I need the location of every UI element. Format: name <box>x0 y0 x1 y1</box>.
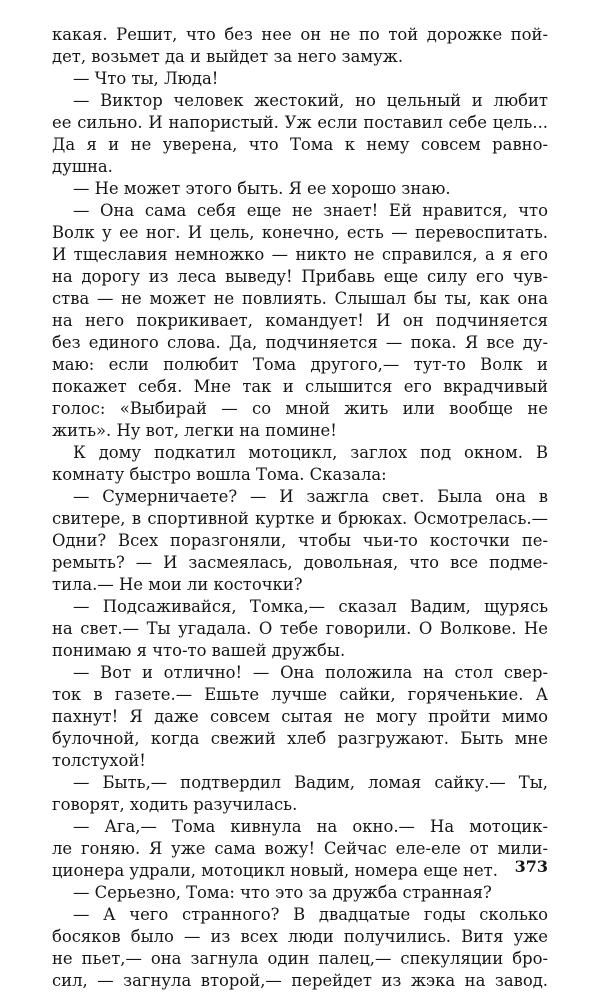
text-line: жить». Ну вот, легки на помине! <box>52 421 337 440</box>
text-line: толстухой! <box>52 751 146 770</box>
text-line: голос: «Выбирай — со мной жить или вообще не <box>52 399 548 418</box>
text-line: говорят, ходить разучилась. <box>52 795 298 814</box>
text-line: ремыть? — И засмеялась, довольная, что все подме- <box>52 553 548 572</box>
text-line: — Ага,— Тома кивнула на окно.— На мотоцик- <box>73 817 548 836</box>
text-line: ее сильно. И напористый. Уж если поставил себе цель... <box>52 113 548 132</box>
text-line: — Она сама себя еще не знает! Ей нравится, что <box>73 201 548 220</box>
page-text <box>52 24 548 992</box>
text-line: Да я и не уверена, что Тома к нему совсем равно- <box>52 135 548 154</box>
text-line: пахнут! Я даже совсем сытая не могу пройти мимо <box>52 707 548 726</box>
text-line: И тщеславия немножко — никто не справился, а я его <box>52 245 548 264</box>
text-line: на дорогу из леса выведу! Прибавь еще силу его чув- <box>52 267 548 286</box>
text-line: покажет себя. Мне так и слышится его вкрадчивый <box>52 377 548 396</box>
text-line: на него покрикивает, командует! И он подчиняется <box>52 311 548 330</box>
text-line: комнату быстро вошла Тома. Сказала: <box>52 465 387 484</box>
text-line: — Вот и отлично! — Она положила на стол свер- <box>73 663 548 682</box>
text-line: душна. <box>52 157 113 176</box>
text-line: сил, — загнула второй,— перейдет из жэка на завод. <box>52 971 548 990</box>
text-line: Одни? Всех поразгоняли, чтобы чьи-то косточки пе- <box>52 531 548 550</box>
text-line: без единого слова. Да, подчиняется — пока. Я все ду- <box>52 333 548 352</box>
text-line: ле гоняю. Я уже сама вожу! Сейчас еле-еле от мили- <box>52 839 548 858</box>
page-number: 373 <box>514 857 548 876</box>
text-line: булочной, когда свежий хлеб разгружают. Быть мне <box>52 729 548 748</box>
text-line: — Сумерничаете? — И зажгла свет. Была она в <box>73 487 548 506</box>
text-line: — Не может этого быть. Я ее хорошо знаю. <box>73 179 451 198</box>
text-line: на свет.— Ты угадала. О тебе говорили. О Волкове. Не <box>52 619 548 638</box>
text-line: босяков было — из всех люди получились. Витя уже <box>52 927 548 946</box>
text-line: — Подсаживайся, Томка,— сказал Вадим, щурясь <box>73 597 548 616</box>
text-line: — Серьезно, Тома: что это за дружба странная? <box>73 883 492 902</box>
text-line: — Виктор человек жестокий, но цельный и любит <box>73 91 548 110</box>
text-line: — А чего странного? В двадцатые годы сколько <box>73 905 548 924</box>
text-line: какая. Решит, что без нее он не по той дорожке пой- <box>52 25 548 44</box>
text-line: К дому подкатил мотоцикл, заглох под окном. В <box>73 443 548 462</box>
text-line: Волк у ее ног. И цель, конечно, есть — перевоспитать. <box>52 223 548 242</box>
text-line: — Быть,— подтвердил Вадим, ломая сайку.— Ты, <box>73 773 548 792</box>
text-line: дет, возьмет да и выйдет за него замуж. <box>52 47 404 66</box>
text-line: свитере, в спортивной куртке и брюках. Осмотрелась.— <box>52 509 548 528</box>
text-line: ционера удрали, мотоцикл новый, номера еще нет. <box>52 861 498 880</box>
text-line: маю: если полюбит Тома другого,— тут-то Волк и <box>52 355 548 374</box>
text-line: — Что ты, Люда! <box>73 69 219 88</box>
text-line: не пьет,— она загнула один палец,— спекуляции бро- <box>52 949 548 968</box>
text-line: ства — не может не повлиять. Слышал бы ты, как она <box>52 289 548 308</box>
text-line: ток в газете.— Ешьте лучше сайки, горяченькие. А <box>52 685 548 704</box>
text-line: понимаю я что-то вашей дружбы. <box>52 641 346 660</box>
text-line: тила.— Не мои ли косточки? <box>52 575 303 594</box>
